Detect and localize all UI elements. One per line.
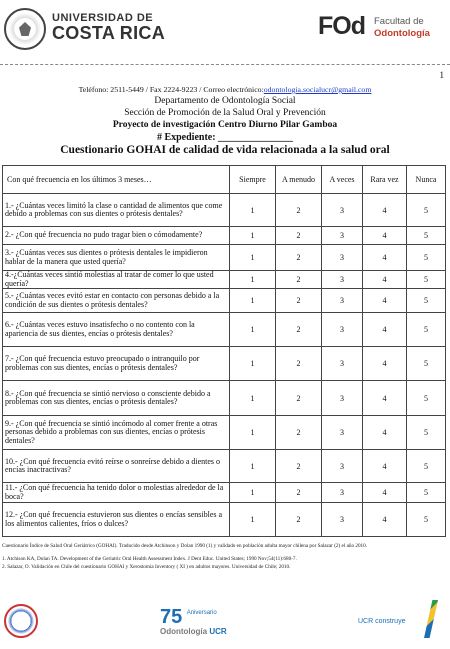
answer-option-cell[interactable]: 5 xyxy=(407,381,446,416)
answer-option-cell[interactable]: 4 xyxy=(363,416,407,450)
answer-option-cell[interactable]: 3 xyxy=(322,450,363,483)
anniversary-subtitle xyxy=(160,627,227,636)
answer-option-cell[interactable]: 1 xyxy=(230,416,276,450)
ucr-construye-logo xyxy=(358,600,442,640)
footnote-ref2: 2. Salazar, O. Validación en Chile del cuestionario GOHAI y Xerostomía Inventory ( XI ) en adultos mayores. Universidad de Chile; 2010. xyxy=(2,564,291,570)
answer-option-cell[interactable]: 2 xyxy=(276,503,322,537)
answer-option-cell[interactable]: 2 xyxy=(276,347,322,381)
answer-option-cell[interactable]: 3 xyxy=(322,313,363,347)
contact-text: Teléfono: 2511-5449 / Fax 2224-9223 / Correo electrónico: xyxy=(78,85,264,94)
university-name xyxy=(52,13,165,42)
contact-line xyxy=(0,85,450,94)
table-row xyxy=(3,271,446,289)
answer-option-cell[interactable]: 1 xyxy=(230,245,276,271)
question-cell: 10.- ¿Con qué frecuencia evitó reírse o sonreírse debido a dientes o encías inactractivas? xyxy=(3,450,230,483)
header-option: Siempre xyxy=(230,166,276,194)
answer-option-cell[interactable]: 3 xyxy=(322,381,363,416)
answer-option-cell[interactable]: 4 xyxy=(363,227,407,245)
answer-option-cell[interactable]: 5 xyxy=(407,245,446,271)
answer-option-cell[interactable]: 2 xyxy=(276,416,322,450)
answer-option-cell[interactable]: 5 xyxy=(407,347,446,381)
section-name: Sección de Promoción de la Salud Oral y Prevención xyxy=(124,108,326,118)
answer-option-cell[interactable]: 1 xyxy=(230,381,276,416)
answer-option-cell[interactable]: 1 xyxy=(230,503,276,537)
table-row xyxy=(3,381,446,416)
seal-logo-icon xyxy=(4,604,38,638)
question-cell: 12.- ¿Con qué frecuencia estuvieron sus dientes o encías sensibles a los alimentos calientes, fríos o dulces? xyxy=(3,503,230,537)
table-row xyxy=(3,416,446,450)
answer-option-cell[interactable]: 2 xyxy=(276,194,322,227)
answer-option-cell[interactable]: 2 xyxy=(276,450,322,483)
answer-option-cell[interactable]: 1 xyxy=(230,289,276,313)
anniversary-word: Aniversario xyxy=(186,610,217,616)
answer-option-cell[interactable]: 1 xyxy=(230,194,276,227)
answer-option-cell[interactable]: 5 xyxy=(407,483,446,503)
faculty-line1: Facultad de xyxy=(374,16,424,27)
answer-option-cell[interactable]: 5 xyxy=(407,503,446,537)
table-row xyxy=(3,503,446,537)
answer-option-cell[interactable]: 3 xyxy=(322,271,363,289)
answer-option-cell[interactable]: 2 xyxy=(276,227,322,245)
answer-option-cell[interactable]: 3 xyxy=(322,347,363,381)
answer-option-cell[interactable]: 5 xyxy=(407,227,446,245)
question-cell: 8.- ¿Con qué frecuencia se sintió nervioso o consciente debido a problemas con sus dientes, encías o prótesis dentales? xyxy=(3,381,230,416)
answer-option-cell[interactable]: 2 xyxy=(276,313,322,347)
answer-option-cell[interactable]: 2 xyxy=(276,289,322,313)
university-line2: COSTA RICA xyxy=(52,23,165,43)
answer-option-cell[interactable]: 3 xyxy=(322,289,363,313)
anniversary-sub2: UCR xyxy=(209,627,227,636)
answer-option-cell[interactable]: 5 xyxy=(407,450,446,483)
header-option: Nunca xyxy=(407,166,446,194)
answer-option-cell[interactable]: 3 xyxy=(322,227,363,245)
faculty-logo: FOd xyxy=(318,12,365,40)
answer-option-cell[interactable]: 3 xyxy=(322,503,363,537)
answer-option-cell[interactable]: 4 xyxy=(363,483,407,503)
table-header-row xyxy=(3,166,446,194)
header-option: Rara vez xyxy=(363,166,407,194)
answer-option-cell[interactable]: 3 xyxy=(322,416,363,450)
question-cell: 5.- ¿Cuántas veces evitó estar en contacto con personas debido a la condición de sus dientes o prótesis dentales? xyxy=(3,289,230,313)
document-header xyxy=(0,0,450,62)
department-name: Departamento de Odontología Social xyxy=(154,96,296,106)
header-divider xyxy=(0,64,450,65)
table-row xyxy=(3,313,446,347)
faculty-name xyxy=(374,16,430,40)
page-number: 1 xyxy=(439,70,444,80)
question-cell: 1.- ¿Cuántas veces limitó la clase o cantidad de alimentos que come debido a problemas con sus dientes o prótesis dentales? xyxy=(3,194,230,227)
project-name: Proyecto de investigación Centro Diurno Pilar Gamboa xyxy=(112,120,338,130)
answer-option-cell[interactable]: 1 xyxy=(230,450,276,483)
table-row xyxy=(3,289,446,313)
answer-option-cell[interactable]: 1 xyxy=(230,313,276,347)
header-question: Con qué frecuencia en los últimos 3 meses… xyxy=(3,166,230,194)
construye-text: UCR construye xyxy=(358,618,406,625)
anniversary-sub1: Odontología xyxy=(160,627,208,636)
question-cell: 2.- ¿Con qué frecuencia no pudo tragar bien o cómodamente? xyxy=(3,227,230,245)
answer-option-cell[interactable]: 4 xyxy=(363,245,407,271)
footnote-source: Cuestionario Índice de Salud Oral Geriátrico (GOHAI). Traducido desde Atchinson y Dolan 1990 (1) y validado en población adulta mayor chilena por Salazar (2) el año 2010. xyxy=(2,543,368,549)
answer-option-cell[interactable]: 4 xyxy=(363,194,407,227)
header-option: A menudo xyxy=(276,166,322,194)
table-row xyxy=(3,245,446,271)
answer-option-cell[interactable]: 3 xyxy=(322,245,363,271)
answer-option-cell[interactable]: 5 xyxy=(407,416,446,450)
table-row xyxy=(3,347,446,381)
email-link[interactable]: odontologia.socialucr@gmail.com xyxy=(263,85,372,94)
ucr-seal-icon xyxy=(4,8,46,50)
gohai-table xyxy=(2,165,446,537)
table-row xyxy=(3,483,446,503)
footnote-ref1: 1. Atchison KA, Dolan TA. Development of the Geriatric Oral Health Assessment Index. J Dent Educ. United States; 1990 Nov;54(11):680-7. xyxy=(2,556,297,562)
answer-option-cell[interactable]: 4 xyxy=(363,381,407,416)
answer-option-cell[interactable]: 2 xyxy=(276,381,322,416)
answer-option-cell[interactable]: 4 xyxy=(363,313,407,347)
answer-option-cell[interactable]: 4 xyxy=(363,347,407,381)
answer-option-cell[interactable]: 5 xyxy=(407,289,446,313)
answer-option-cell[interactable]: 1 xyxy=(230,347,276,381)
answer-option-cell[interactable]: 5 xyxy=(407,194,446,227)
question-cell: 7.- ¿Con qué frecuencia estuvo preocupado o intranquilo por problemas con sus dientes, encías o prótesis dentales? xyxy=(3,347,230,381)
table-row xyxy=(3,450,446,483)
question-cell: 3.- ¿Cuántas veces sus dientes o prótesis dentales le impidieron hablar de la manera que usted quería? xyxy=(3,245,230,271)
page-title: Cuestionario GOHAI de calidad de vida relacionada a la salud oral xyxy=(60,144,390,156)
table-row xyxy=(3,194,446,227)
answer-option-cell[interactable]: 4 xyxy=(363,271,407,289)
answer-option-cell[interactable]: 5 xyxy=(407,313,446,347)
expediente-field: # Expediente: _______________ xyxy=(156,132,294,143)
answer-option-cell[interactable]: 3 xyxy=(322,483,363,503)
answer-option-cell[interactable]: 2 xyxy=(276,483,322,503)
question-cell: 6.- ¿Cuántas veces estuvo insatisfecho o no contento con la apariencia de sus dientes, encías o prótesis dentales? xyxy=(3,313,230,347)
construye-bars-icon xyxy=(424,600,438,638)
answer-option-cell[interactable]: 1 xyxy=(230,483,276,503)
question-cell: 4.-¿Cuántas veces sintió molestias al tratar de comer lo que usted quería? xyxy=(3,271,230,289)
anniversary-number: 75 xyxy=(160,606,183,628)
question-cell: 9.- ¿Con qué frecuencia se sintió incómodo al comer frente a otras personas debido a problemas con sus dientes, encías o prótesis dentales? xyxy=(3,416,230,450)
question-cell: 11.- ¿Con qué frecuencia ha tenido dolor o molestias alrededor de la boca? xyxy=(3,483,230,503)
answer-option-cell[interactable]: 2 xyxy=(276,271,322,289)
answer-option-cell[interactable]: 4 xyxy=(363,289,407,313)
answer-option-cell[interactable]: 4 xyxy=(363,450,407,483)
answer-option-cell[interactable]: 1 xyxy=(230,271,276,289)
anniversary-logo xyxy=(160,606,227,636)
faculty-line2: Odontología xyxy=(374,28,430,39)
university-line1: UNIVERSIDAD DE xyxy=(52,12,154,24)
answer-option-cell[interactable]: 4 xyxy=(363,503,407,537)
answer-option-cell[interactable]: 3 xyxy=(322,194,363,227)
answer-option-cell[interactable]: 1 xyxy=(230,227,276,245)
answer-option-cell[interactable]: 2 xyxy=(276,245,322,271)
answer-option-cell[interactable]: 5 xyxy=(407,271,446,289)
header-option: A veces xyxy=(322,166,363,194)
table-row xyxy=(3,227,446,245)
